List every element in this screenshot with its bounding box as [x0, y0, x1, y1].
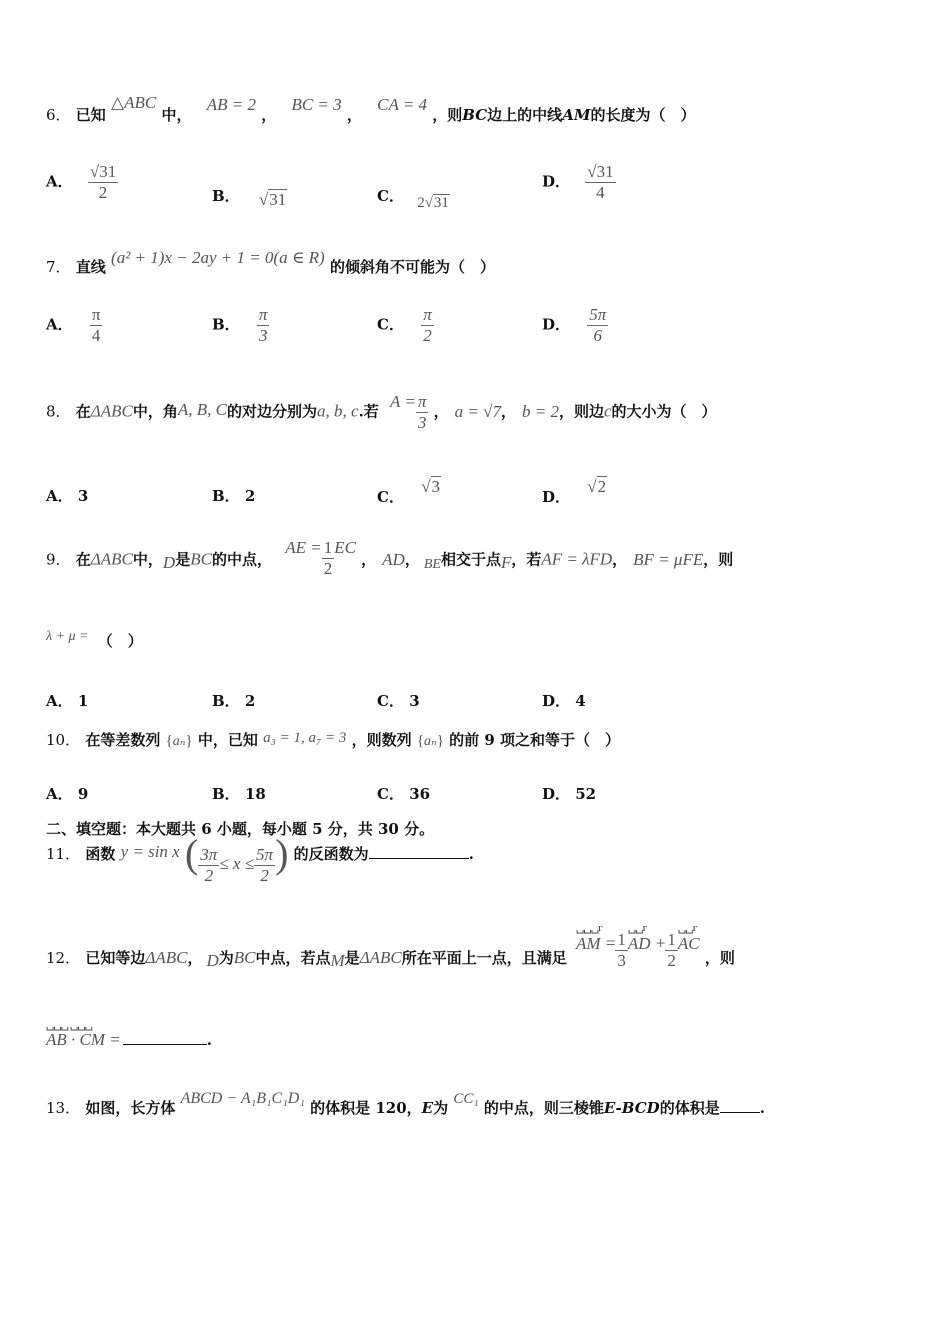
option-d[interactable]: D． 4 — [542, 692, 586, 710]
question-10: 10． 在等差数列 {aₙ} 中，已知 a₃ = 1, a₇ = 3 ，则数列 {aₙ} 的前 9 项之和等于（ ） — [46, 730, 621, 749]
question-13: 13． 如图，长方体 ABCD − A₁B₁C₁D₁ 的体积是 120，E为 CC₁ 的中点，则三棱锥E-BCD的体积是 . — [46, 1090, 765, 1117]
math-ab: AB = 2 — [206, 95, 256, 114]
math-line-equation: (a² + 1)x − 2ay + 1 = 0(a ∈ R) — [111, 248, 325, 267]
option-b[interactable]: B． √31 — [212, 187, 287, 209]
option-d[interactable]: D． $\frac{5\pi}{6}$ — [542, 305, 607, 345]
math-cuboid: ABCD − A₁B₁C₁D₁ — [180, 1090, 305, 1107]
option-c[interactable]: C． √3 — [377, 477, 441, 506]
question-6: 6． 已知 △ABC 中， AB = 2 ， BC = 3 ， CA = 4 ，则BC边上的中线AM的长度为（ ） — [46, 93, 696, 124]
question-8: 8． 在ΔABC中，角A, B, C的对边分别为a, b, c.若 A = $\frac{\pi}{3}$ ， a = √7， b = 2，则边c的大小为（ ） — [46, 391, 717, 432]
math-bc: BC = 3 — [291, 95, 342, 114]
option-d[interactable]: D． 52 — [542, 785, 597, 803]
section-heading: 二、填空题：本大题共 6 小题，每小题 5 分，共 30 分。 — [46, 820, 435, 838]
option-a[interactable]: A． 1 — [46, 692, 89, 710]
answer-blank[interactable] — [123, 1044, 207, 1045]
question-9-continued: λ + μ = （ ） — [46, 629, 143, 650]
option-a[interactable]: A． 9 — [46, 785, 89, 803]
option-c[interactable]: C． 36 — [377, 785, 431, 803]
question-number: 6． — [46, 106, 71, 124]
answer-blank[interactable] — [369, 858, 469, 859]
question-7: 7． 直线 (a² + 1)x − 2ay + 1 = 0(a ∈ R) 的倾斜角不可能为（ ） — [46, 248, 495, 276]
option-b[interactable]: B． 2 — [212, 487, 256, 505]
option-b[interactable]: B． 2 — [212, 692, 256, 710]
option-a[interactable]: A． $\frac{√31}{2}$ — [46, 162, 117, 202]
option-c[interactable]: C． 2√31 — [377, 187, 449, 211]
option-d[interactable]: D． $\frac{√31}{4}$ — [542, 162, 614, 202]
option-d[interactable]: D． √2 — [542, 477, 607, 506]
answer-blank[interactable] — [720, 1112, 760, 1113]
math-ca: CA = 4 — [377, 95, 428, 114]
option-c[interactable]: C． $\frac{\pi}{2}$ — [377, 305, 432, 345]
question-9: 9． 在ΔABC中，D是BC的中点， AE = $\frac{1}{2}$ EC ， AD， BE相交于点F，若AF = λFD， BF = μFE，则 — [46, 537, 734, 578]
option-a[interactable]: A． $\frac{\pi}{4}$ — [46, 305, 101, 345]
question-12: 12． 已知等边ΔABC， D为BC中点，若点M是ΔABC所在平面上一点，且满足 ␣␣␣ᴦ AM = $\frac{1}{3}$ ␣␣ᴦ AD + $\frac{1}{2}$ ␣␣ᴦ AC ，则 — [46, 921, 735, 970]
option-b[interactable]: B． 18 — [212, 785, 266, 803]
question-12-continued: ␣␣␣ ␣␣␣ AB · CM = . — [46, 1019, 212, 1049]
math-triangle: △ABC — [111, 93, 157, 112]
option-c[interactable]: C． 3 — [377, 692, 420, 710]
question-11: 11． 函数 y = sin x ( $\frac{3\pi}{2}$ ≤ x ≤ $\frac{5\pi}{2}$ ) 的反函数为 . — [46, 831, 474, 885]
option-a[interactable]: A． 3 — [46, 487, 89, 505]
option-b[interactable]: B． $\frac{\pi}{3}$ — [212, 305, 268, 345]
